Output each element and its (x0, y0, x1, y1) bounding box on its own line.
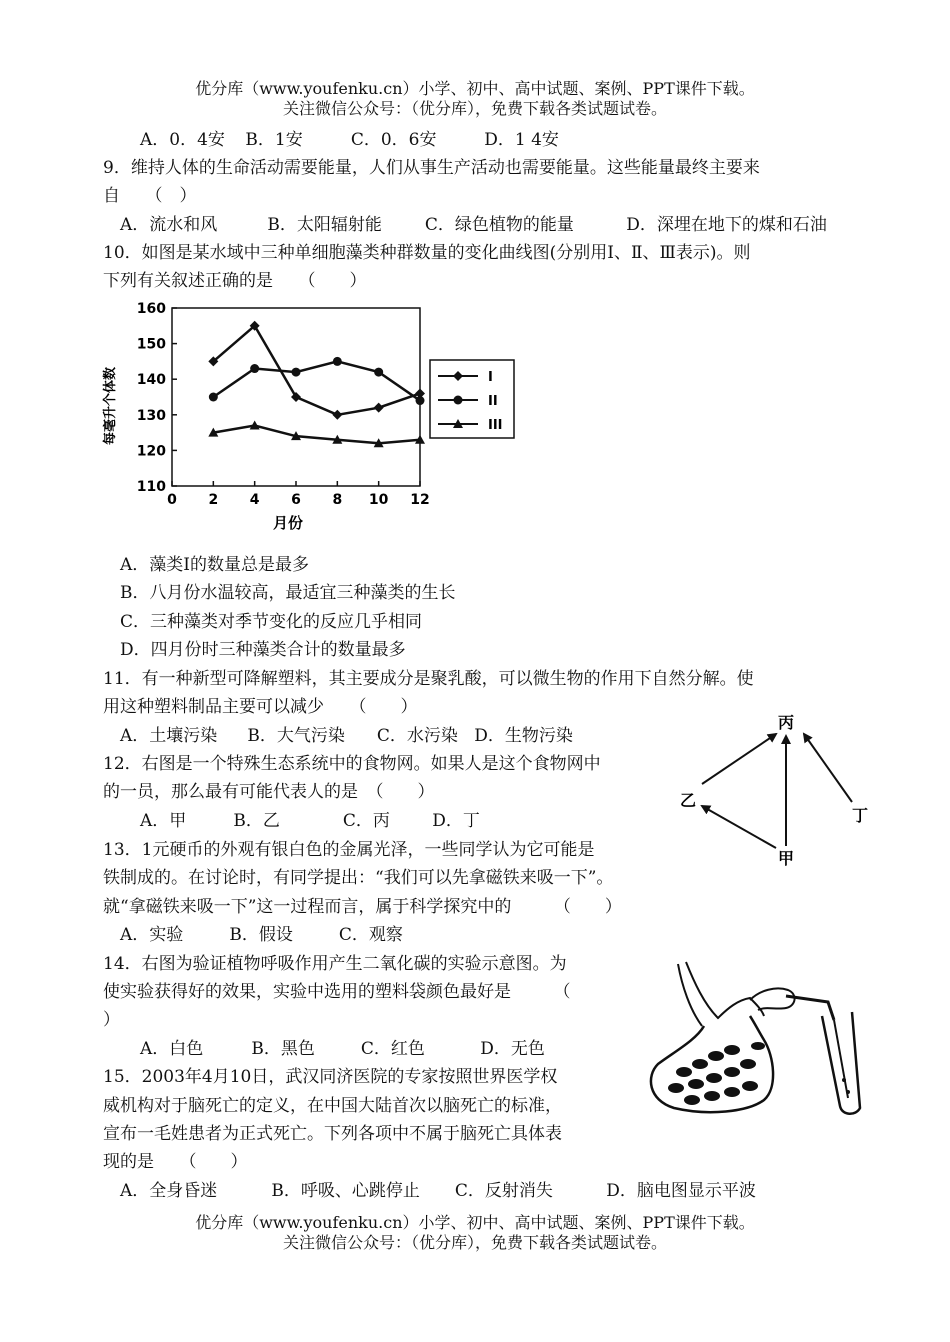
y-tick-label: 150 (136, 336, 166, 353)
y-tick-label: 140 (136, 372, 166, 389)
q15-stem-4: 现的是 （ ） (103, 1152, 248, 1172)
series-I-point (374, 403, 384, 413)
q14-stem-2: 使实验获得好的效果，实验中选用的塑料袋颜色最好是 （ (103, 982, 571, 1002)
foodweb-node-jia: 甲 (777, 849, 795, 868)
legend-label-II: II (488, 394, 498, 409)
q10-option-b: B．八月份水温较高，最适宜三种藻类的生长 (120, 583, 456, 603)
foodweb-node-bing: 丙 (777, 713, 795, 732)
q9-options (120, 213, 827, 237)
q12-option-d: D．丁 (432, 811, 480, 831)
q8-option-b: B．1安 (245, 130, 303, 150)
q12-option-a: A．甲 (140, 811, 187, 831)
q10-option-c: C．三种藻类对季节变化的反应几乎相同 (120, 612, 423, 632)
series-I-point (332, 410, 342, 420)
foodweb-node-yi: 乙 (679, 791, 697, 810)
q15-option-b: B．呼吸、心跳停止 (271, 1181, 420, 1201)
chart-ylabel: 每毫升个体数 (103, 366, 118, 446)
q13-option-c: C．观察 (338, 925, 403, 945)
q11-stem-1: 11．有一种新型可降解塑料，其主要成分是聚乳酸，可以微生物的作用下自然分解。使 (103, 669, 754, 689)
q13-option-a: A．实验 (120, 925, 184, 945)
x-tick-label: 4 (249, 492, 260, 508)
q13-stem-1: 13．1元硬币的外观有银白色的金属光泽，一些同学认为它可能是 (103, 840, 595, 860)
q13-stem-2: 铁制成的。在讨论时，有同学提出：“我们可以先拿磁铁来吸一下”。 (103, 868, 614, 888)
q13-option-b: B．假设 (229, 925, 293, 945)
x-tick-label: 2 (208, 492, 219, 508)
q14-option-c: C．红色 (360, 1039, 425, 1059)
q14-option-a: A．白色 (140, 1039, 204, 1059)
x-tick-label: 0 (167, 492, 177, 508)
q11-stem-2: 用这种塑料制品主要可以减少 （ ） (103, 697, 418, 717)
q9-option-d: D．深埋在地下的煤和石油 (626, 215, 827, 235)
glass-tube (786, 996, 834, 1020)
q14-stem-1: 14．右图为验证植物呼吸作用产生二氧化碳的实验示意图。为 (103, 954, 567, 974)
q9-stem-2: 自 （ ） (103, 186, 197, 206)
q9-option-c: C．绿色植物的能量 (424, 215, 574, 235)
series-II-point (209, 393, 218, 402)
arrow-ding-bing (804, 734, 852, 802)
q12-stem-1: 12．右图是一个特殊生态系统中的食物网。如果人是这个食物网中 (103, 754, 601, 774)
x-tick-label: 6 (291, 492, 301, 508)
plant-leaves (668, 1042, 765, 1105)
plant-bag-experiment-illustration (638, 960, 883, 1120)
series-II-point (416, 396, 425, 405)
q10-option-a: A．藻类Ⅰ的数量总是最多 (120, 555, 309, 575)
series-line-III (213, 425, 420, 443)
q8-option-c: C．0．6安 (350, 130, 437, 150)
series-II-point (374, 368, 383, 377)
q9-stem-1: 9．维持人体的生命活动需要能量，人们从事生产活动也需要能量。这些能量最终主要来 (103, 158, 760, 178)
footer-line-2: 关注微信公众号：（优分库），免费下载各类试题试卷。 (282, 1233, 667, 1252)
q15-stem-1: 15．2003年4月10日，武汉同济医院的专家按照世界医学权 (103, 1067, 558, 1087)
q14-stem-3: ） (103, 1010, 120, 1030)
q12-option-b: B．乙 (233, 811, 280, 831)
series-II-point (292, 368, 301, 377)
chart-xlabel: 月份 (272, 514, 304, 532)
q12-option-c: C．丙 (342, 811, 390, 831)
q11-options (120, 724, 573, 748)
q10-stem-2: 下列有关叙述正确的是 （ ） (103, 271, 367, 291)
header-line-2: 关注微信公众号：（优分库），免费下载各类试题试卷。 (282, 99, 667, 118)
algae-population-chart (100, 296, 530, 536)
x-tick-label: 12 (410, 492, 430, 508)
y-tick-label: 110 (136, 479, 166, 495)
series-II-point (250, 364, 259, 373)
x-tick-label: 10 (368, 492, 389, 508)
q15-option-a: A．全身昏迷 (120, 1181, 218, 1201)
series-line-I (213, 326, 420, 415)
q14-option-d: D．无色 (480, 1039, 545, 1059)
x-tick-label: 8 (332, 492, 343, 508)
y-tick-label: 120 (136, 443, 166, 460)
food-web-diagram (676, 706, 876, 876)
q13-options (120, 923, 403, 947)
y-tick-label: 130 (136, 407, 166, 424)
q11-option-b: B．大气污染 (247, 726, 345, 746)
q10-option-d: D．四月份时三种藻类合计的数量最多 (120, 640, 406, 660)
q11-option-d: D．生物污染 (474, 726, 573, 746)
series-II-point (333, 357, 342, 366)
arrow-jia-yi (702, 806, 776, 848)
header-line-1: 优分库（www.youfenku.cn）小学、初中、高中试题、案例、PPT课件下载。 (195, 79, 755, 98)
q8-options (140, 128, 559, 152)
q8-option-a: A．0．4安 (140, 130, 225, 150)
legend-label-I: I (488, 370, 493, 385)
q15-stem-3: 宣布一毛姓患者为正式死亡。下列各项中不属于脑死亡具体表 (103, 1124, 562, 1144)
legend-marker-II (454, 396, 463, 405)
y-tick-label: 160 (136, 301, 166, 317)
q11-option-a: A．土壤污染 (120, 726, 218, 746)
q12-options (140, 809, 480, 833)
q15-options (120, 1179, 756, 1203)
q14-option-b: B．黑色 (251, 1039, 315, 1059)
q9-option-b: B．太阳辐射能 (267, 215, 382, 235)
q9-option-a: A．流水和风 (120, 215, 218, 235)
q13-stem-3: 就“拿磁铁来吸一下”这一过程而言，属于科学探究中的 （ ） (103, 897, 622, 917)
footer-line-1: 优分库（www.youfenku.cn）小学、初中、高中试题、案例、PPT课件下载。 (195, 1213, 755, 1232)
legend-label-III: III (488, 418, 503, 433)
series-line-II (213, 361, 420, 400)
q8-option-d: D．1 4安 (484, 130, 559, 150)
q15-option-d: D．脑电图显示平波 (606, 1181, 756, 1201)
q11-option-c: C．水污染 (376, 726, 458, 746)
foodweb-node-ding: 丁 (851, 806, 869, 825)
series-I-point (291, 392, 301, 402)
q15-option-c: C．反射消失 (454, 1181, 553, 1201)
q15-stem-2: 威机构对于脑死亡的定义，在中国大陆首次以脑死亡的标准， (103, 1096, 562, 1116)
arrow-yi-bing (702, 734, 776, 784)
q14-options (140, 1037, 545, 1061)
q12-stem-2: 的一员，那么最有可能代表人的是 （ ） (103, 782, 435, 802)
q10-stem-1: 10．如图是某水域中三种单细胞藻类种群数量的变化曲线图(分别用Ⅰ、Ⅱ、Ⅲ表示)。则 (103, 243, 751, 263)
